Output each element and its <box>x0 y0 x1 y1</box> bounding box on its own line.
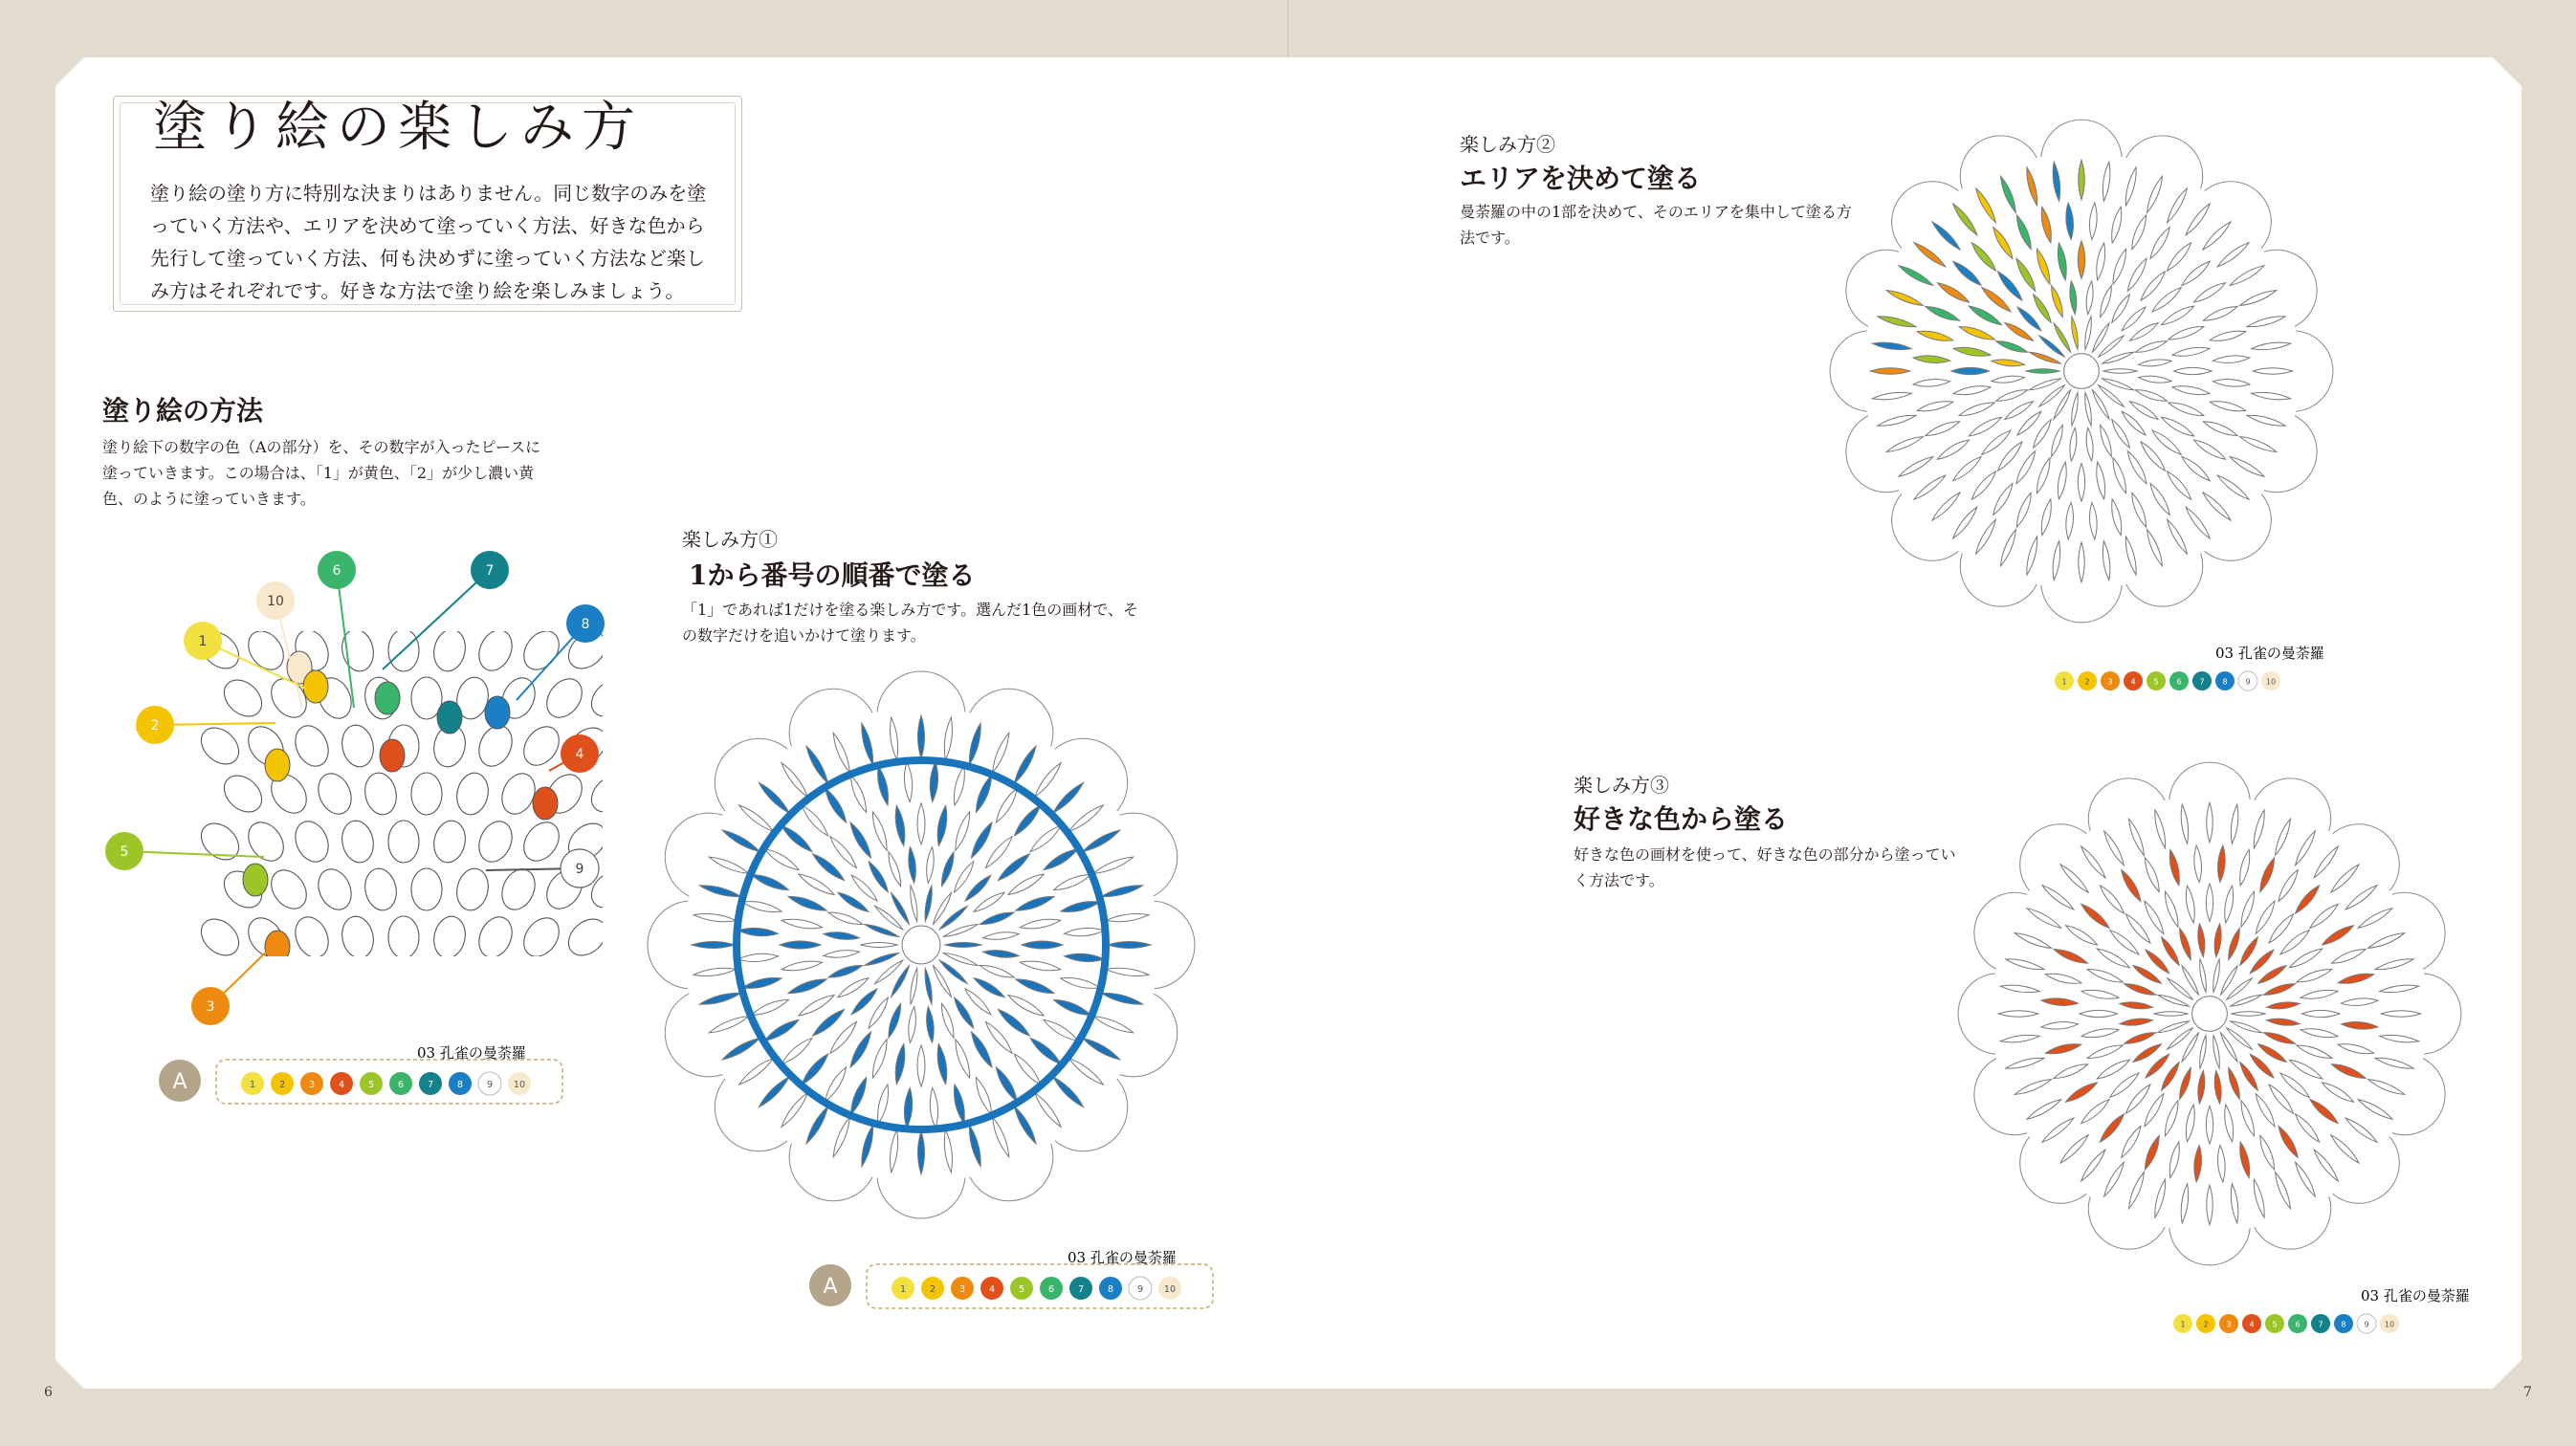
palette-way3 <box>2162 1282 2470 1339</box>
palette-swatch-number: 2 <box>2203 1320 2209 1329</box>
palette-swatch-number: 9 <box>2364 1320 2369 1329</box>
palette-swatch-number: 4 <box>988 1284 996 1296</box>
palette-swatch-number: 5 <box>1018 1284 1025 1296</box>
callout-number: 2 <box>150 718 160 734</box>
palette-left <box>153 1042 574 1119</box>
palette-swatch-number: 5 <box>2272 1320 2278 1329</box>
way3-text: 好きな色の画材を使って、好きな色の部分から塗っていく方法です。 <box>1574 845 1956 889</box>
palette-swatch-number: 8 <box>2341 1320 2346 1329</box>
palette-swatch-number: 6 <box>2176 677 2182 687</box>
palette-swatch-number: 1 <box>2061 677 2067 687</box>
way1-heading: 1から番号の順番で塗る <box>689 559 976 591</box>
mandala-quadrant <box>1823 113 2340 629</box>
palette-swatch-number: 8 <box>1107 1284 1114 1296</box>
callout-number: 1 <box>198 634 208 649</box>
palette-swatch-number: 4 <box>338 1080 345 1091</box>
callout-number: 9 <box>575 862 584 877</box>
palette-swatch-number: 10 <box>2384 1320 2395 1329</box>
palette-swatch-number: 4 <box>2130 677 2136 687</box>
palette-swatch-number: 7 <box>2318 1320 2323 1329</box>
palette-swatch-number: 9 <box>1136 1284 1144 1296</box>
palette-swatch-number: 5 <box>2153 677 2159 687</box>
way1-text: 「1」であれば1だけを塗る楽しみ方です。選んだ1色の画材で、その数字だけを追いかけて塗ります。 <box>682 601 1138 645</box>
palette-swatch-number: 2 <box>2084 677 2090 687</box>
callout-number: 6 <box>332 563 341 579</box>
callout-illustration <box>96 536 631 1033</box>
callout-number: 8 <box>581 617 590 632</box>
palette-swatch-number: 6 <box>1047 1284 1055 1296</box>
intro-text: 塗り絵の塗り方に特別な決まりはありません。同じ数字のみを塗っていく方法や、エリアを決めて塗っていく方法、好きな色から先行して塗っていく方法、何も決めずに塗っていく方法など楽しみ方はそれぞれです。好きな方法で塗り絵を楽しみましょう。 <box>150 182 707 302</box>
palette-center <box>804 1243 1224 1320</box>
mandala-orange <box>1951 756 2468 1272</box>
callout-number: 3 <box>206 999 215 1015</box>
palette-caption: 03 孔雀の曼荼羅 <box>1068 1249 1177 1266</box>
way3-heading: 好きな色から塗る <box>1574 803 1789 835</box>
palette-letter: A <box>172 1070 187 1094</box>
palette-swatch-number: 4 <box>2249 1320 2255 1329</box>
palette-caption: 03 孔雀の曼荼羅 <box>2215 645 2324 662</box>
palette-swatch-number: 2 <box>278 1080 286 1091</box>
palette-swatch-number: 1 <box>899 1284 907 1296</box>
palette-swatch-number: 9 <box>2245 677 2251 687</box>
method-heading: 塗り絵の方法 <box>102 395 264 427</box>
palette-caption: 03 孔雀の曼荼羅 <box>2361 1287 2470 1304</box>
palette-swatch-number: 7 <box>2199 677 2205 687</box>
method-text: 塗り絵下の数字の色（Aの部分）を、その数字が入ったピースに塗っていきます。この場合は、「1」が黄色、「2」が少し濃い黄色、のように塗っていきます。 <box>102 438 541 508</box>
callout-number: 10 <box>267 594 284 609</box>
palette-swatch-number: 3 <box>958 1284 966 1296</box>
palette-swatch-number: 7 <box>1077 1284 1085 1296</box>
palette-swatch-number: 7 <box>427 1080 434 1091</box>
palette-swatch-number: 5 <box>367 1080 375 1091</box>
palette-swatch-number: 8 <box>456 1080 464 1091</box>
palette-swatch-number: 10 <box>2265 677 2277 687</box>
palette-swatch-number: 6 <box>2295 1320 2301 1329</box>
mandala-blue <box>639 663 1203 1227</box>
page-number-right: 7 <box>2523 1385 2532 1400</box>
palette-swatch-number: 1 <box>249 1080 256 1091</box>
callout-number: 4 <box>575 747 584 762</box>
way2-heading: エリアを決めて塗る <box>1460 163 1702 194</box>
palette-caption: 03 孔雀の曼荼羅 <box>417 1044 526 1062</box>
palette-letter: A <box>823 1275 838 1299</box>
palette-swatch-number: 1 <box>2180 1320 2186 1329</box>
palette-swatch-number: 9 <box>486 1080 494 1091</box>
page-number-left: 6 <box>44 1385 53 1400</box>
way1-label: 楽しみ方① <box>682 528 778 551</box>
palette-swatch-number: 6 <box>397 1080 405 1091</box>
palette-swatch-number: 10 <box>1163 1284 1177 1296</box>
palette-swatch-number: 3 <box>308 1080 316 1091</box>
palette-swatch-number: 3 <box>2107 677 2113 687</box>
palette-swatch-number: 8 <box>2222 677 2228 687</box>
way3-label: 楽しみ方③ <box>1574 774 1669 797</box>
palette-swatch-number: 10 <box>513 1080 526 1091</box>
callout-number: 5 <box>120 844 129 860</box>
palette-swatch-number: 3 <box>2226 1320 2232 1329</box>
page-title: 塗り絵の楽しみ方 <box>153 97 643 159</box>
way2-text: 曼荼羅の中の1部を決めて、そのエリアを集中して塗る方法です。 <box>1460 203 1852 247</box>
palette-swatch-number: 2 <box>929 1284 936 1296</box>
callout-number: 7 <box>485 563 495 579</box>
palette-way2 <box>2047 639 2334 696</box>
way2-label: 楽しみ方② <box>1460 133 1555 156</box>
